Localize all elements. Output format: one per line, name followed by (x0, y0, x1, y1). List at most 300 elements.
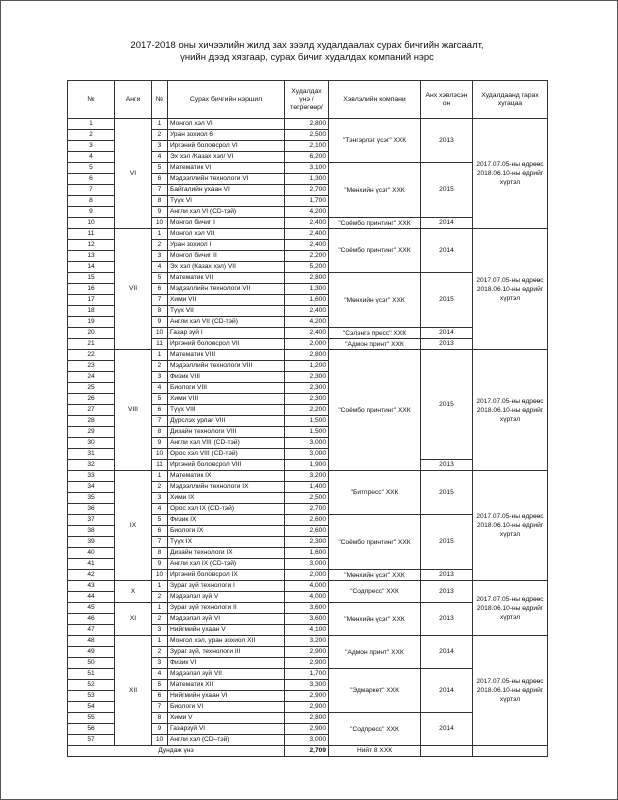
row-number: 11 (68, 229, 115, 240)
row-index: 2 (152, 647, 168, 658)
row-number: 39 (68, 537, 115, 548)
first-print-year: 2013 (421, 119, 473, 163)
book-title: Газарзүй VI (168, 724, 285, 735)
row-index: 6 (152, 174, 168, 185)
row-index: 1 (152, 581, 168, 592)
average-price-value: 2,709 (285, 746, 329, 757)
book-title: Түүх IX (168, 537, 285, 548)
row-index: 10 (152, 570, 168, 581)
publisher-name: "Мөнхийн үсэг" ХХК (329, 570, 421, 581)
row-number: 31 (68, 449, 115, 460)
book-price: 3,100 (285, 163, 329, 174)
book-title: Хими VIII (168, 394, 285, 405)
book-price: 2,900 (285, 691, 329, 702)
book-price: 2,900 (285, 658, 329, 669)
row-index: 1 (152, 119, 168, 130)
row-index: 2 (152, 592, 168, 603)
row-index: 10 (152, 735, 168, 746)
row-number: 20 (68, 328, 115, 339)
first-print-year: 2013 (421, 339, 473, 350)
first-print-year: 2015 (421, 273, 473, 328)
row-number: 13 (68, 251, 115, 262)
row-index: 1 (152, 471, 168, 482)
row-index: 6 (152, 691, 168, 702)
book-price: 1,500 (285, 416, 329, 427)
row-number: 45 (68, 603, 115, 614)
row-index: 3 (152, 251, 168, 262)
row-number: 44 (68, 592, 115, 603)
row-number: 42 (68, 570, 115, 581)
table-header-row (68, 81, 548, 119)
book-title: Иргэний боловсрол VI (168, 141, 285, 152)
first-print-year: 2014 (421, 636, 473, 669)
book-title: Математик VII (168, 273, 285, 284)
row-index: 1 (152, 350, 168, 361)
row-index: 11 (152, 339, 168, 350)
book-price: 2,000 (285, 339, 329, 350)
row-number: 35 (68, 493, 115, 504)
publisher-name: "Сэлэнгэ пресс" ХХК (329, 328, 421, 339)
row-index: 5 (152, 515, 168, 526)
row-number: 2 (68, 130, 115, 141)
book-title: Иргэний боловсрол VIII (168, 460, 285, 471)
book-price: 2,300 (285, 537, 329, 548)
book-title: Биологи VI (168, 702, 285, 713)
row-number: 16 (68, 284, 115, 295)
total-companies: Нийт 8 ХХК (329, 746, 421, 757)
book-price: 2,300 (285, 372, 329, 383)
book-title: Нийгмийн ухаан V (168, 625, 285, 636)
row-number: 24 (68, 372, 115, 383)
first-print-year: 2014 (421, 328, 473, 339)
book-price: 1,600 (285, 548, 329, 559)
table-body (68, 119, 548, 746)
average-price-label: Дундаж үнэ (68, 746, 285, 757)
book-title: Биологи IX (168, 526, 285, 537)
book-title: Иргэний боловсрол VII (168, 339, 285, 350)
row-number: 48 (68, 636, 115, 647)
row-number: 22 (68, 350, 115, 361)
book-title: Физик IX (168, 515, 285, 526)
publisher-name: "Адмон принт" ХХК (329, 636, 421, 669)
row-number: 47 (68, 625, 115, 636)
row-index: 4 (152, 262, 168, 273)
first-print-year: 2013 (421, 460, 473, 471)
book-title: Мэдээлэл зүй V (168, 592, 285, 603)
book-price: 2,500 (285, 130, 329, 141)
book-title: Биологи VIII (168, 383, 285, 394)
sales-period: 2017.07.05-ны өдрөөс 2018.06.10-ны өдрийг хүртэл (473, 119, 548, 229)
row-number: 5 (68, 163, 115, 174)
book-price: 2,800 (285, 713, 329, 724)
book-title: Байгалийн ухаан VI (168, 185, 285, 196)
book-title: Монгол хэл VII (168, 229, 285, 240)
col-header-price: Худалдах үнэ /төгрөгөөр/ (285, 81, 329, 119)
row-index: 8 (152, 196, 168, 207)
row-index: 6 (152, 284, 168, 295)
row-index: 3 (152, 625, 168, 636)
table-row (68, 636, 548, 647)
row-index: 5 (152, 163, 168, 174)
row-index: 2 (152, 361, 168, 372)
book-title: Түүх VII (168, 306, 285, 317)
book-title: Дизайн технологи VIII (168, 427, 285, 438)
book-price: 3,000 (285, 559, 329, 570)
book-title: Англи хэл VIII (CD-тэй) (168, 438, 285, 449)
row-index: 7 (152, 185, 168, 196)
row-index: 7 (152, 416, 168, 427)
book-price: 2,700 (285, 185, 329, 196)
row-number: 27 (68, 405, 115, 416)
book-title: Түүх VI (168, 196, 285, 207)
grade-cell: X (115, 581, 152, 603)
book-price: 2,800 (285, 350, 329, 361)
book-price: 1,500 (285, 427, 329, 438)
book-title: Зураг зүй технологи II (168, 603, 285, 614)
book-price: 2,400 (285, 229, 329, 240)
summary-empty-cell (421, 746, 473, 757)
row-index: 3 (152, 141, 168, 152)
book-price: 2,100 (285, 141, 329, 152)
book-price: 4,200 (285, 207, 329, 218)
publisher-name: "Соёмбо принтинг" ХХК (329, 350, 421, 471)
row-number: 43 (68, 581, 115, 592)
book-price: 2,200 (285, 405, 329, 416)
row-index: 9 (152, 724, 168, 735)
book-price: 2,200 (285, 251, 329, 262)
row-index: 1 (152, 229, 168, 240)
book-title: Англи хэл IX (CD-тэй) (168, 559, 285, 570)
book-price: 2,900 (285, 702, 329, 713)
book-price: 2,800 (285, 119, 329, 130)
document-title (67, 30, 547, 80)
book-title: Уран зохиол I (168, 240, 285, 251)
row-number: 7 (68, 185, 115, 196)
book-price: 2,400 (285, 240, 329, 251)
book-price: 4,000 (285, 592, 329, 603)
row-number: 23 (68, 361, 115, 372)
book-title: Зураг зүй, технологи III (168, 647, 285, 658)
row-index: 7 (152, 702, 168, 713)
row-number: 28 (68, 416, 115, 427)
first-print-year: 2015 (421, 515, 473, 570)
publisher-name: "Адмон принт" ХХК (329, 339, 421, 350)
row-index: 8 (152, 713, 168, 724)
row-number: 36 (68, 504, 115, 515)
book-title: Англи хэл VI (CD-тэй) (168, 207, 285, 218)
row-index: 10 (152, 328, 168, 339)
row-index: 2 (152, 130, 168, 141)
row-index: 4 (152, 152, 168, 163)
col-header-no: № (68, 81, 115, 119)
book-price: 3,000 (285, 449, 329, 460)
publisher-name: "Мөнхийн үсэг" ХХК (329, 603, 421, 636)
row-number: 54 (68, 702, 115, 713)
book-title: Монгол хэл, уран зохиол XII (168, 636, 285, 647)
book-title: Математик IX (168, 471, 285, 482)
book-price: 2,800 (285, 273, 329, 284)
book-price: 1,700 (285, 669, 329, 680)
row-index: 6 (152, 405, 168, 416)
sales-period: 2017.07.05-ны өдрөөс 2018.06.10-ны өдрийг хүртэл (473, 581, 548, 636)
row-index: 4 (152, 383, 168, 394)
sales-period: 2017.07.05-ны өдрөөс 2018.06.10-ны өдрийг хүртэл (473, 471, 548, 581)
book-price: 4,000 (285, 581, 329, 592)
first-print-year: 2014 (421, 229, 473, 273)
book-price: 4,100 (285, 625, 329, 636)
sales-period: 2017.07.05-ны өдрөөс 2018.06.10-ны өдрийг хүртэл (473, 636, 548, 746)
row-number: 41 (68, 559, 115, 570)
row-number: 21 (68, 339, 115, 350)
row-index: 9 (152, 438, 168, 449)
book-price: 2,500 (285, 493, 329, 504)
book-title: Математик VIII (168, 350, 285, 361)
book-price: 1,400 (285, 482, 329, 493)
row-number: 12 (68, 240, 115, 251)
table-row (68, 350, 548, 361)
publisher-name: "Соёмбо принтинг" ХХК (329, 218, 421, 229)
book-title: Монгол бичиг I (168, 218, 285, 229)
row-number: 34 (68, 482, 115, 493)
row-number: 40 (68, 548, 115, 559)
book-title: Монгол хэл VI (168, 119, 285, 130)
first-print-year: 2013 (421, 603, 473, 636)
row-index: 11 (152, 460, 168, 471)
book-price: 2,400 (285, 306, 329, 317)
row-number: 46 (68, 614, 115, 625)
row-index: 4 (152, 504, 168, 515)
row-index: 8 (152, 427, 168, 438)
row-index: 8 (152, 306, 168, 317)
row-index: 8 (152, 548, 168, 559)
row-index: 2 (152, 614, 168, 625)
publisher-name: "Тэнгэрлэг үсэг" ХХК (329, 119, 421, 163)
row-number: 51 (68, 669, 115, 680)
row-index: 10 (152, 449, 168, 460)
book-price: 2,300 (285, 383, 329, 394)
first-print-year: 2013 (421, 570, 473, 581)
row-number: 49 (68, 647, 115, 658)
col-header-year: Анх хэвлэсэн он (421, 81, 473, 119)
row-index: 3 (152, 493, 168, 504)
book-price: 3,200 (285, 636, 329, 647)
publisher-name: "Битпресс" ХХК (329, 471, 421, 515)
row-number: 14 (68, 262, 115, 273)
table-row (68, 229, 548, 240)
table-row (68, 471, 548, 482)
book-price: 1,200 (285, 361, 329, 372)
row-number: 25 (68, 383, 115, 394)
publisher-name: "Соёмбо принтинг" ХХК (329, 229, 421, 273)
book-title: Мэдээллийн технологи VIII (168, 361, 285, 372)
book-title: Хими V (168, 713, 285, 724)
book-price: 2,600 (285, 526, 329, 537)
book-title: Нийгмийн ухаан VI (168, 691, 285, 702)
sales-period: 2017.07.05-ны өдрөөс 2018.06.10-ны өдрийг хүртэл (473, 229, 548, 350)
row-number: 17 (68, 295, 115, 306)
book-title: Хими IX (168, 493, 285, 504)
book-price: 1,300 (285, 284, 329, 295)
book-title: Монгол бичиг II (168, 251, 285, 262)
book-title: Орос хэл VIII (CD-тэй) (168, 449, 285, 460)
table-row (68, 119, 548, 130)
book-title: Түүх VIII (168, 405, 285, 416)
book-title: Хими VII (168, 295, 285, 306)
row-number: 57 (68, 735, 115, 746)
book-price: 1,700 (285, 196, 329, 207)
book-price: 2,900 (285, 724, 329, 735)
row-number: 56 (68, 724, 115, 735)
book-title: Мэдээллийн технологи VII (168, 284, 285, 295)
row-index: 7 (152, 295, 168, 306)
row-index: 2 (152, 240, 168, 251)
row-index: 9 (152, 559, 168, 570)
row-number: 9 (68, 207, 115, 218)
book-title: Физик VI (168, 658, 285, 669)
row-index: 5 (152, 680, 168, 691)
book-price: 3,000 (285, 438, 329, 449)
row-number: 52 (68, 680, 115, 691)
row-index: 6 (152, 526, 168, 537)
col-header-book: Сурах бичгийн нэршил (168, 81, 285, 119)
book-price: 2,900 (285, 647, 329, 658)
row-index: 5 (152, 273, 168, 284)
first-print-year: 2015 (421, 163, 473, 218)
row-number: 29 (68, 427, 115, 438)
publisher-name: "Мөнхийн үсэг" ХХК (329, 163, 421, 218)
row-number: 6 (68, 174, 115, 185)
row-number: 32 (68, 460, 115, 471)
row-number: 10 (68, 218, 115, 229)
grade-cell: XII (115, 636, 152, 746)
summary-empty-cell (473, 746, 548, 757)
row-index: 5 (152, 394, 168, 405)
sales-period: 2017.07.05-ны өдрөөс 2018.06.10-ны өдрийг хүртэл (473, 350, 548, 471)
book-price: 3,000 (285, 735, 329, 746)
row-number: 26 (68, 394, 115, 405)
book-title: Мэдээлэл зүй VII (168, 669, 285, 680)
col-header-company: Хэвлэлийн компани (329, 81, 421, 119)
first-print-year: 2014 (421, 218, 473, 229)
row-number: 8 (68, 196, 115, 207)
book-title: Дүрслэх урлаг VIII (168, 416, 285, 427)
book-price: 2,000 (285, 570, 329, 581)
book-price: 3,600 (285, 614, 329, 625)
book-price: 2,600 (285, 515, 329, 526)
col-header-grade: Анги (115, 81, 152, 119)
row-index: 10 (152, 218, 168, 229)
book-title: Математик VI (168, 163, 285, 174)
book-title: Эх хэл /Казах хэл/ VI (168, 152, 285, 163)
book-price: 3,200 (285, 471, 329, 482)
row-number: 18 (68, 306, 115, 317)
row-number: 55 (68, 713, 115, 724)
book-title: Англи хэл VII (CD-тэй) (168, 317, 285, 328)
book-price: 3,300 (285, 680, 329, 691)
book-title: Математик XII (168, 680, 285, 691)
book-price: 2,700 (285, 504, 329, 515)
col-header-deadline: Худалдаанд гарах хугацаа (473, 81, 548, 119)
row-number: 33 (68, 471, 115, 482)
first-print-year: 2015 (421, 350, 473, 460)
row-number: 50 (68, 658, 115, 669)
row-index: 9 (152, 207, 168, 218)
row-index: 4 (152, 669, 168, 680)
publisher-name: "Содпресс" ХХК (329, 581, 421, 603)
book-title: Иргэний боловсрол IX (168, 570, 285, 581)
book-title: Уран зохиол 6 (168, 130, 285, 141)
table-row (68, 581, 548, 592)
row-index: 2 (152, 482, 168, 493)
row-number: 1 (68, 119, 115, 130)
row-index: 1 (152, 603, 168, 614)
row-index: 3 (152, 372, 168, 383)
book-price: 6,200 (285, 152, 329, 163)
row-index: 3 (152, 658, 168, 669)
book-price: 2,300 (285, 394, 329, 405)
book-price: 5,200 (285, 262, 329, 273)
grade-cell: VI (115, 119, 152, 229)
first-print-year: 2015 (421, 471, 473, 515)
first-print-year: 2014 (421, 669, 473, 713)
book-title: Газар зүй I (168, 328, 285, 339)
row-index: 9 (152, 317, 168, 328)
book-price: 3,600 (285, 603, 329, 614)
book-price: 2,400 (285, 328, 329, 339)
row-number: 15 (68, 273, 115, 284)
title-line-1: 2017-2018 оны хичээлийн жилд зах зээлд худалдаалах сурах бичгийн жагсаалт, (130, 40, 484, 51)
grade-cell: IX (115, 471, 152, 581)
row-number: 53 (68, 691, 115, 702)
book-price: 1,900 (285, 460, 329, 471)
row-number: 37 (68, 515, 115, 526)
publisher-name: "Соёмбо принтинг" ХХК (329, 515, 421, 570)
book-price: 1,300 (285, 174, 329, 185)
row-number: 3 (68, 141, 115, 152)
row-number: 38 (68, 526, 115, 537)
col-header-num: № (152, 81, 168, 119)
grade-cell: VII (115, 229, 152, 350)
book-title: Зураг зүй технологи I (168, 581, 285, 592)
title-line-2: үнийн дээд хязгаар, сурах бичиг худалдах компаний нэрс (180, 52, 434, 63)
publisher-name: "Мөнхийн үсэг" ХХК (329, 273, 421, 328)
first-print-year: 2013 (421, 581, 473, 603)
row-number: 30 (68, 438, 115, 449)
book-title: Мэдээлэл зүй VI (168, 614, 285, 625)
row-index: 1 (152, 636, 168, 647)
book-title: Эх хэл (Казах хэл) VII (168, 262, 285, 273)
book-price: 2,400 (285, 218, 329, 229)
publisher-name: "Содпресс" ХХК (329, 713, 421, 746)
document-page (67, 30, 547, 757)
grade-cell: VIII (115, 350, 152, 471)
publisher-name: "Эдмаркет" ХХК (329, 669, 421, 713)
book-price: 1,600 (285, 295, 329, 306)
grade-cell: XI (115, 603, 152, 636)
book-title: Мэдээллийн технологи VI (168, 174, 285, 185)
book-title: Мэдээллийн технологи IX (168, 482, 285, 493)
first-print-year: 2014 (421, 713, 473, 746)
book-title: Орос хэл IX (CD-тэй) (168, 504, 285, 515)
book-title: Дизайн технологи IX (168, 548, 285, 559)
row-number: 19 (68, 317, 115, 328)
row-index: 7 (152, 537, 168, 548)
summary-row (68, 746, 548, 757)
book-title: Физик VIII (168, 372, 285, 383)
book-price: 4,200 (285, 317, 329, 328)
row-number: 4 (68, 152, 115, 163)
textbook-price-table (67, 80, 548, 757)
